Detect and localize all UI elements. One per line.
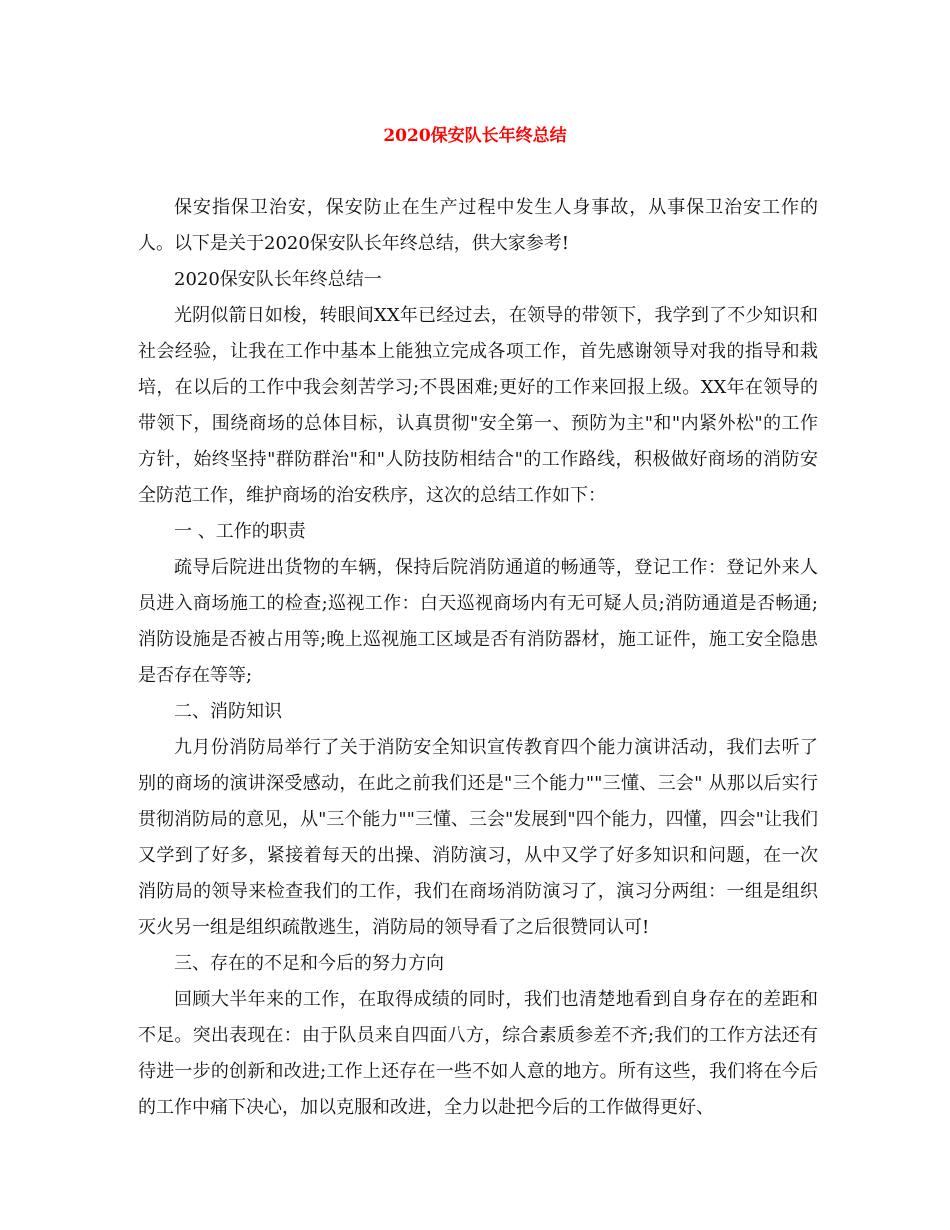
- paragraph-duties: 疏导后院进出货物的车辆，保持后院消防通道的畅通等，登记工作：登记外来人员进入商场施工的检查;巡视工作：白天巡视商场内有无可疑人员;消防通道是否畅通;消防设施是否被占用等;晚上巡视施工区域是否有消防器材，施工证件，施工安全隐患是否存在等等;: [138, 557, 818, 686]
- section-heading-duties: 一 、工作的职责: [174, 521, 306, 542]
- paragraph-opening: 光阴似箭日如梭，转眼间XX年已经过去，在领导的带领下，我学到了不少知识和社会经验，让我在工作中基本上能独立完成各项工作，首先感谢领导对我的指导和栽培，在以后的工作中我会刻苦学习;不畏困难;更好的工作来回报上级。XX年在领导的带领下，围绕商场的总体目标，认真贯彻"安全第一、预防为主"和"内紧外松"的工作方针，始终坚持"群防群治"和"人防技防相结合"的工作路线，积极做好商场的消防安全防范工作，维护商场的治安秩序，这次的总结工作如下：: [138, 305, 818, 506]
- paragraph-shortcomings: 回顾大半年来的工作，在取得成绩的同时，我们也清楚地看到自身存在的差距和不足。突出表现在：由于队员来自四面八方，综合素质参差不齐;我们的工作方法还有待进一步的创新和改进;工作上还存在一些不如人意的地方。所有这些，我们将在今后的工作中痛下决心，加以克服和改进，全力以赴把今后的工作做得更好、: [138, 989, 818, 1118]
- paragraph-fire-knowledge: 九月份消防局举行了关于消防安全知识宣传教育四个能力演讲活动，我们去听了别的商场的演讲深受感动，在此之前我们还是"三个能力""三懂、三会" 从那以后实行贯彻消防局的意见，从"三个能力""三懂、三会"发展到"四个能力，四懂，四会"让我们又学到了好多，紧接着每天的出操、消防演习，从中又学了好多知识和问题，在一次消防局的领导来检查我们的工作，我们在商场消防演习了，演习分两组：一组是组织灭火另一组是组织疏散逃生，消防局的领导看了之后很赞同认可!: [138, 737, 818, 938]
- paragraph-subtitle: 2020保安队长年终总结一: [174, 269, 382, 290]
- section-heading-shortcomings: 三、存在的不足和今后的努力方向: [174, 953, 444, 974]
- section-heading-fire-knowledge: 二、消防知识: [174, 701, 282, 722]
- document-title: 2020保安队长年终总结: [383, 126, 567, 146]
- paragraph-intro: 保安指保卫治安，保安防止在生产过程中发生人身事故，从事保卫治安工作的人。以下是关于2020保安队长年终总结，供大家参考!: [138, 197, 818, 254]
- document-body: [138, 190, 818, 1126]
